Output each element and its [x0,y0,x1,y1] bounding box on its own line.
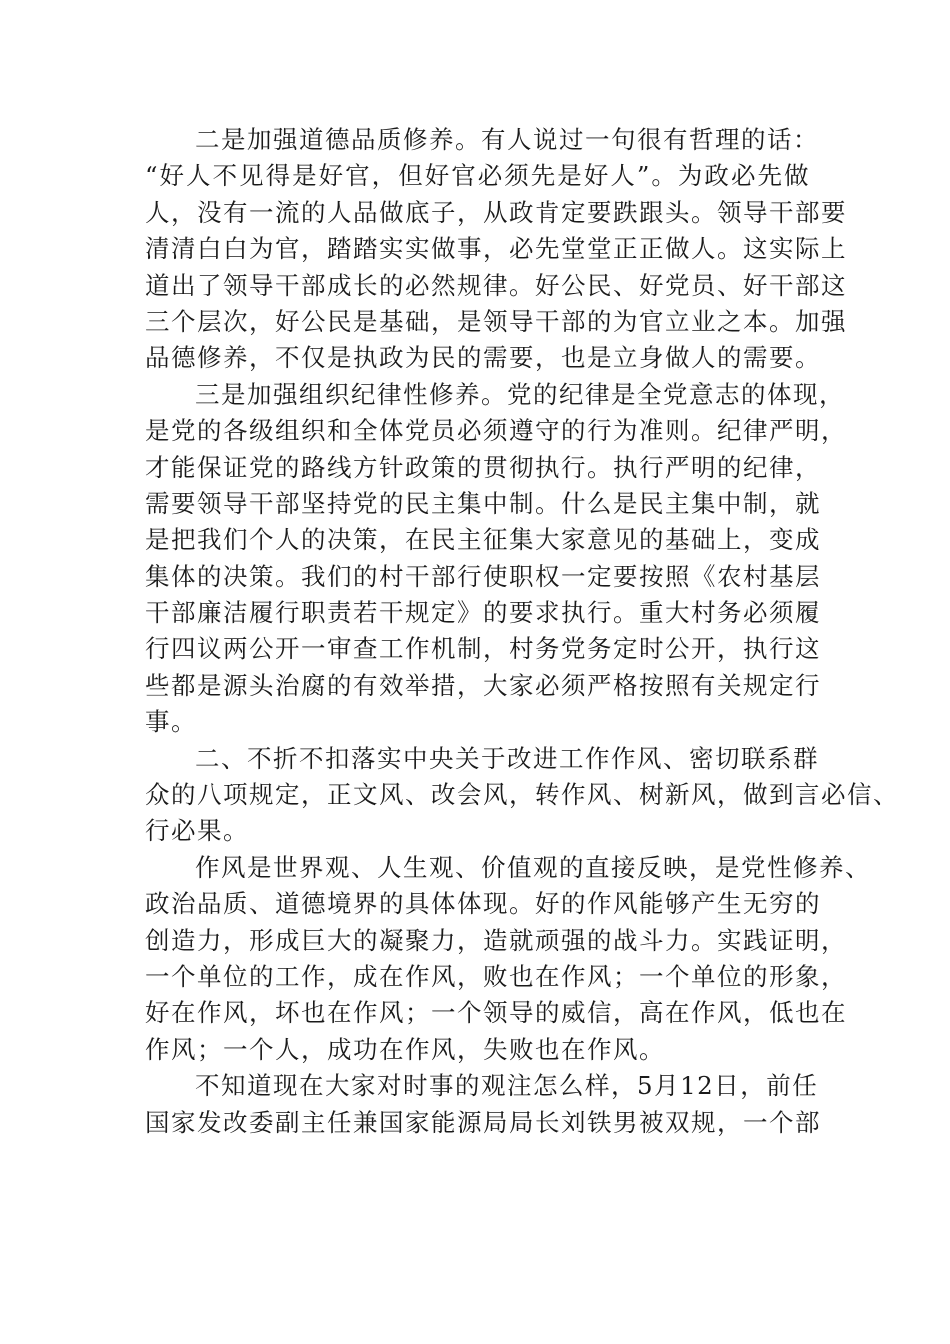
text-line: 事。 [145,707,197,737]
text-line: 众的八项规定，正文风、改会风，转作风、树新风，做到言必信、 [145,780,899,810]
text-line: 一个单位的工作，成在作风，败也在作风；一个单位的形象， [145,961,847,991]
text-line: 不知道现在大家对时事的观注怎么样，5月12日，前任 [195,1071,819,1101]
text-line: 需要领导干部坚持党的民主集中制。什么是民主集中制，就 [145,488,821,518]
text-line: 人，没有一流的人品做底子，从政肯定要跌跟头。领导干部要 [145,197,847,227]
text-line: 国家发改委副主任兼国家能源局局长刘铁男被双规，一个部 [145,1107,821,1137]
text-line: “好人不见得是好官，但好官必须先是好人”。为政必先做 [145,161,810,191]
text-line: 是把我们个人的决策，在民主征集大家意见的基础上，变成 [145,525,821,555]
text-line: 干部廉洁履行职责若干规定》的要求执行。重大村务必须履 [145,598,821,628]
text-line: 是党的各级组织和全体党员必须遵守的行为准则。纪律严明， [145,416,847,446]
text-line: 些都是源头治腐的有效举措，大家必须严格按照有关规定行 [145,670,821,700]
text-line: 品德修养，不仅是执政为民的需要，也是立身做人的需要。 [145,343,821,373]
text-line: 三个层次，好公民是基础，是领导干部的为官立业之本。加强 [145,306,847,336]
text-line: 才能保证党的路线方针政策的贯彻执行。执行严明的纪律， [145,452,821,482]
text-line: 政治品质、道德境界的具体体现。好的作风能够产生无穷的 [145,889,821,919]
text-line: 二是加强道德品质修养。有人说过一句很有哲理的话： [195,125,819,154]
text-line: 作风；一个人，成功在作风，失败也在作风。 [145,1034,665,1064]
text-line: 三是加强组织纪律性修养。党的纪律是全党意志的体现， [195,379,845,409]
text-line: 清清白白为官，踏踏实实做事，必先堂堂正正做人。这实际上 [145,234,847,264]
text-line: 二、不折不扣落实中央关于改进工作作风、密切联系群 [195,743,819,773]
body-text [145,122,899,1141]
text-line: 行四议两公开一审查工作机制，村务党务定时公开，执行这 [145,634,821,664]
text-line: 道出了领导干部成长的必然规律。好公民、好党员、好干部这 [145,270,847,300]
text-line: 集体的决策。我们的村干部行使职权一定要按照《农村基层 [145,561,821,591]
text-line: 行必果。 [145,816,249,846]
text-line: 作风是世界观、人生观、价值观的直接反映，是党性修养、 [195,852,871,882]
text-line: 好在作风，坏也在作风；一个领导的威信，高在作风，低也在 [145,998,847,1028]
text-line: 创造力，形成巨大的凝聚力，造就顽强的战斗力。实践证明， [145,925,847,955]
